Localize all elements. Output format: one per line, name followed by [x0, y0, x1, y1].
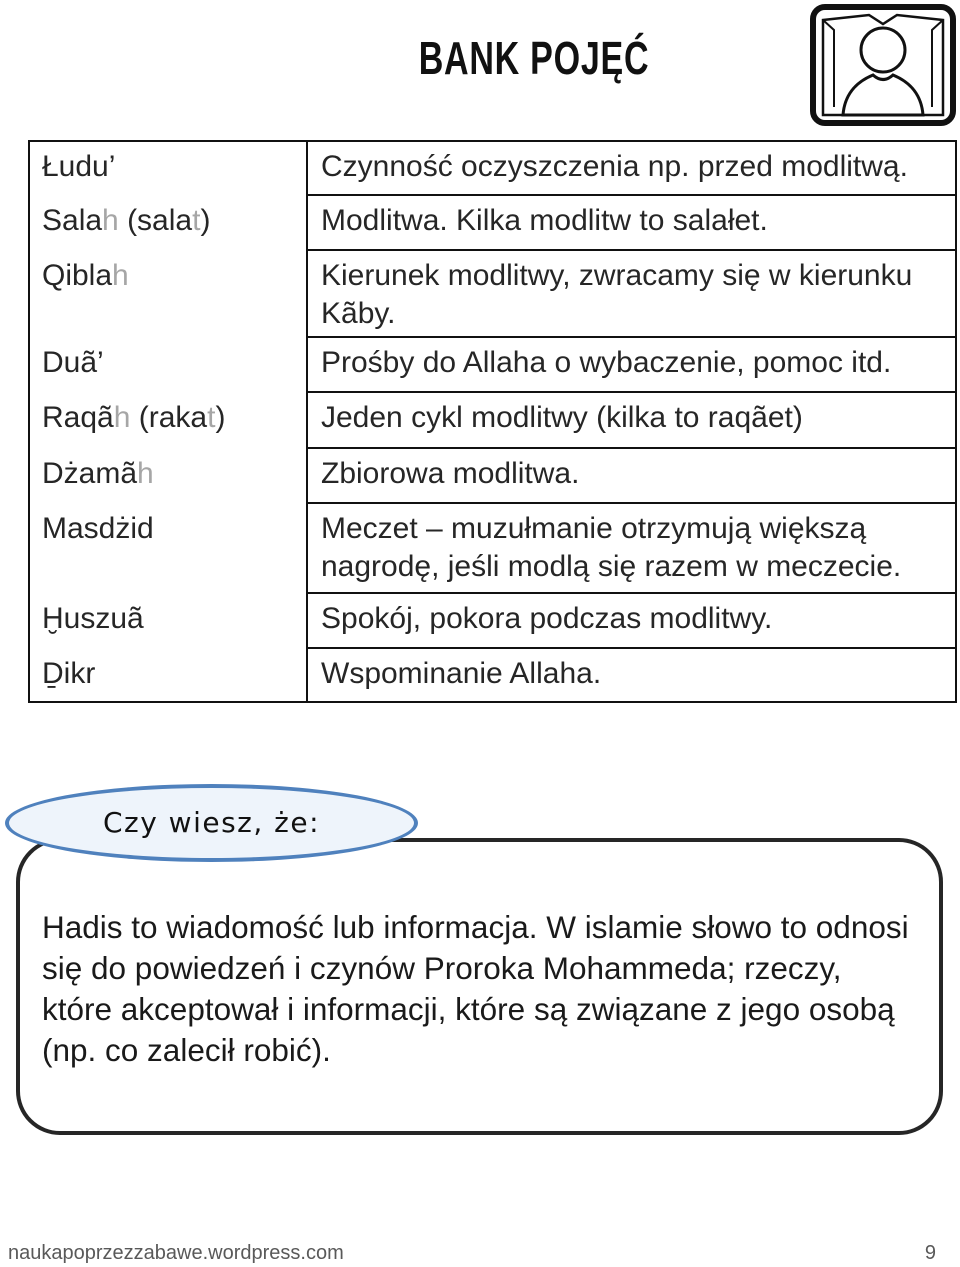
page-number: 9	[924, 1242, 936, 1264]
term-text: Łudu’	[42, 150, 116, 183]
term-text: )	[200, 204, 211, 237]
term-muted-letter: h	[112, 259, 129, 292]
glossary-definition: Zbiorowa modlitwa.	[308, 449, 955, 504]
text-line: Hadis to wiadomość lub informacja. W islamie słowo to odnosi	[42, 909, 909, 945]
term-text: Raqã	[42, 401, 114, 434]
term-text: Dżamã	[42, 457, 138, 490]
glossary-definition: Czynność oczyszczenia np. przed modlitwą.	[308, 142, 955, 196]
footer-site: naukapoprzezzabawe.wordpress.com	[8, 1242, 344, 1264]
glossary-definition: Kierunek modlitwy, zwracamy się w kierunku Kãby.	[308, 251, 955, 338]
term-text: Ḏikr	[42, 657, 96, 690]
glossary-definition: Prośby do Allaha o wybaczenie, pomoc itd.	[308, 338, 955, 393]
term-text: (sala	[118, 204, 193, 237]
glossary-term	[30, 142, 308, 196]
text-line: się do powiedzeń i czynów Proroka Mohammeda; rzeczy,	[42, 950, 842, 986]
glossary-term	[30, 449, 308, 504]
glossary-definition: Spokój, pokora podczas modlitwy.	[308, 594, 955, 649]
glossary-term	[30, 594, 308, 649]
term-muted-letter: h	[102, 204, 119, 237]
glossary-term	[30, 504, 308, 594]
glossary-definition: Wspominanie Allaha.	[321, 657, 602, 690]
did-you-know-bubble	[5, 784, 418, 862]
glossary-term	[30, 196, 308, 251]
person-portrait-icon	[809, 3, 957, 127]
glossary-definition: Modlitwa. Kilka modlitw to salałet.	[308, 196, 955, 251]
glossary-term	[30, 649, 308, 701]
term-text: (raka	[130, 401, 208, 434]
glossary-table	[28, 140, 957, 703]
term-muted-letter: t	[192, 204, 201, 237]
term-text: Qibla	[42, 259, 113, 292]
glossary-term	[30, 251, 308, 338]
text-line: które akceptował i informacji, które są związane z jego osobą	[42, 991, 895, 1027]
did-you-know-box	[16, 838, 943, 1135]
term-text: Sala	[42, 204, 103, 237]
page-title: BANK POJĘĆ	[418, 32, 650, 84]
term-text: Masdżid	[42, 512, 154, 545]
glossary-term	[30, 393, 308, 449]
term-muted-letter: h	[113, 401, 131, 434]
glossary-definition: Meczet – muzułmanie otrzymują większą nagrodę, jeśli modlą się razem w meczecie.	[308, 504, 955, 594]
term-text: Duã’	[42, 346, 104, 379]
text-line: (np. co zalecił robić).	[42, 1032, 331, 1068]
term-text: Ḫuszuã	[42, 602, 144, 635]
glossary-definition: Jeden cykl modlitwy (kilka to raqãet)	[308, 393, 955, 449]
did-you-know-label: Czy wiesz, że:	[102, 806, 321, 839]
term-muted-letter: t	[207, 401, 216, 434]
glossary-term	[30, 338, 308, 393]
did-you-know-text	[42, 907, 909, 1071]
term-text: )	[215, 401, 226, 434]
term-muted-letter: h	[137, 457, 154, 490]
